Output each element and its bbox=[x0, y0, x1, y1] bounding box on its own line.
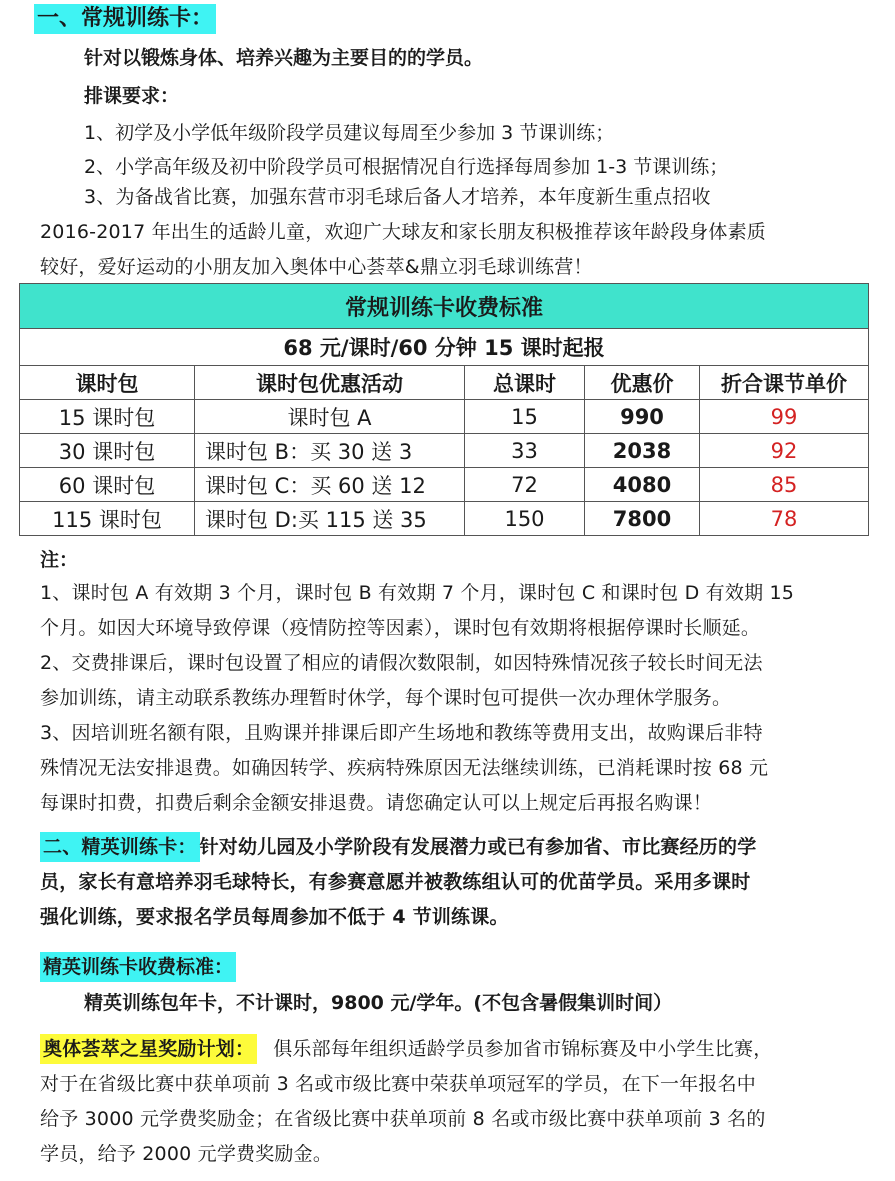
award bbox=[40, 1032, 870, 1172]
note-line: 1、课时包 A 有效期 3 个月，课时包 B 有效期 7 个月，课时包 C 和课时包 D 有效期 15 bbox=[40, 582, 795, 604]
offer-cell: 课时包 B：买 30 送 3 bbox=[195, 434, 465, 468]
package-cell: 60 课时包 bbox=[20, 468, 195, 502]
note-line: 个月。如因大环境导致停课（疫情防控等因素），课时包有效期将根据停课时长顺延。 bbox=[40, 617, 761, 639]
award-line: 学员，给予 2000 元学费奖励金。 bbox=[40, 1143, 333, 1165]
rule-3-line: 较好，爱好运动的小朋友加入奥体中心荟萃&鼎立羽毛球训练营！ bbox=[40, 256, 593, 278]
column-header: 课时包 bbox=[20, 366, 195, 400]
note-line: 殊情况无法安排退费。如确因转学、疾病特殊原因无法继续训练，已消耗课时按 68 元 bbox=[40, 757, 769, 779]
schedule-label: 排课要求： bbox=[84, 85, 180, 107]
price-cell: 4080 bbox=[585, 468, 700, 502]
unit-price-cell: 78 bbox=[700, 502, 869, 536]
package-cell: 15 课时包 bbox=[20, 400, 195, 434]
rule-1: 1、初学及小学低年级阶段学员建议每周至少参加 3 节课训练； bbox=[84, 122, 615, 144]
note-3 bbox=[40, 716, 870, 821]
section2-line: 强化训练，要求报名学员每周参加不低于 4 节训练课。 bbox=[40, 906, 509, 928]
award-heading: 奥体荟萃之星奖励计划： bbox=[40, 1034, 257, 1064]
offer-cell: 课时包 A bbox=[195, 400, 465, 434]
price-cell: 7800 bbox=[585, 502, 700, 536]
unit-price-cell: 85 bbox=[700, 468, 869, 502]
section2 bbox=[40, 830, 870, 935]
fee-table-subtitle: 68 元/课时/60 分钟 15 课时起报 bbox=[20, 329, 869, 366]
note-line: 2、交费排课后，课时包设置了相应的请假次数限制，如因特殊情况孩子较长时间无法 bbox=[40, 652, 763, 674]
hours-cell: 72 bbox=[465, 468, 585, 502]
offer-cell: 课时包 C：买 60 送 12 bbox=[195, 468, 465, 502]
section1-heading: 一、常规训练卡： bbox=[34, 4, 216, 34]
notes-label: 注： bbox=[40, 549, 79, 571]
note-2 bbox=[40, 646, 870, 716]
column-header: 总课时 bbox=[465, 366, 585, 400]
award-line: 对于在省级比赛中获单项前 3 名或市级比赛中荣获单项冠军的学员，在下一年报名中 bbox=[40, 1073, 756, 1095]
fee-table-header-row bbox=[20, 366, 869, 400]
fee-table bbox=[19, 283, 869, 536]
elite-fee-heading: 精英训练卡收费标准： bbox=[40, 952, 236, 982]
package-cell: 30 课时包 bbox=[20, 434, 195, 468]
price-cell: 2038 bbox=[585, 434, 700, 468]
note-line: 每课时扣费，扣费后剩余金额安排退费。请您确定认可以上规定后再报名购课！ bbox=[40, 792, 713, 814]
note-line: 参加训练，请主动联系教练办理暂时休学，每个课时包可提供一次办理休学服务。 bbox=[40, 687, 732, 709]
hours-cell: 33 bbox=[465, 434, 585, 468]
table-row bbox=[20, 502, 869, 536]
offer-cell: 课时包 D:买 115 送 35 bbox=[195, 502, 465, 536]
fee-table-title: 常规训练卡收费标准 bbox=[20, 284, 869, 329]
note-1 bbox=[40, 576, 870, 646]
unit-price-cell: 99 bbox=[700, 400, 869, 434]
package-cell: 115 课时包 bbox=[20, 502, 195, 536]
column-header: 课时包优惠活动 bbox=[195, 366, 465, 400]
section1-target: 针对以锻炼身体、培养兴趣为主要目的的学员。 bbox=[84, 47, 484, 69]
unit-price-cell: 92 bbox=[700, 434, 869, 468]
section2-heading: 二、精英训练卡： bbox=[40, 832, 200, 862]
rule-2: 2、小学高年级及初中阶段学员可根据情况自行选择每周参加 1-3 节课训练； bbox=[84, 156, 729, 178]
rule-3-line: 3、为备战省比赛，加强东营市羽毛球后备人才培养，本年度新生重点招收 bbox=[84, 186, 711, 208]
column-header: 折合课节单价 bbox=[700, 366, 869, 400]
note-line: 3、因培训班名额有限，且购课并排课后即产生场地和教练等费用支出，故购课后非特 bbox=[40, 722, 763, 744]
award-line: 俱乐部每年组织适龄学员参加省市锦标赛及中小学生比赛， bbox=[273, 1038, 773, 1060]
table-row bbox=[20, 434, 869, 468]
elite-fee-text: 精英训练包年卡，不计课时，9800 元/学年。(不包含暑假集训时间） bbox=[84, 992, 673, 1014]
section2-line: 员，家长有意培养羽毛球特长，有参赛意愿并被教练组认可的优苗学员。采用多课时 bbox=[40, 871, 751, 893]
table-row bbox=[20, 400, 869, 434]
rule-3-line: 2016-2017 年出生的适龄儿童，欢迎广大球友和家长朋友积极推荐该年龄段身体素质 bbox=[40, 221, 767, 243]
section2-line: 针对幼儿园及小学阶段有发展潜力或已有参加省、市比赛经历的学 bbox=[199, 836, 757, 858]
rule-3 bbox=[40, 180, 870, 285]
award-line: 给予 3000 元学费奖励金；在省级比赛中获单项前 8 名或市级比赛中获单项前 3 名的 bbox=[40, 1108, 766, 1130]
hours-cell: 150 bbox=[465, 502, 585, 536]
column-header: 优惠价 bbox=[585, 366, 700, 400]
table-row bbox=[20, 468, 869, 502]
price-cell: 990 bbox=[585, 400, 700, 434]
hours-cell: 15 bbox=[465, 400, 585, 434]
